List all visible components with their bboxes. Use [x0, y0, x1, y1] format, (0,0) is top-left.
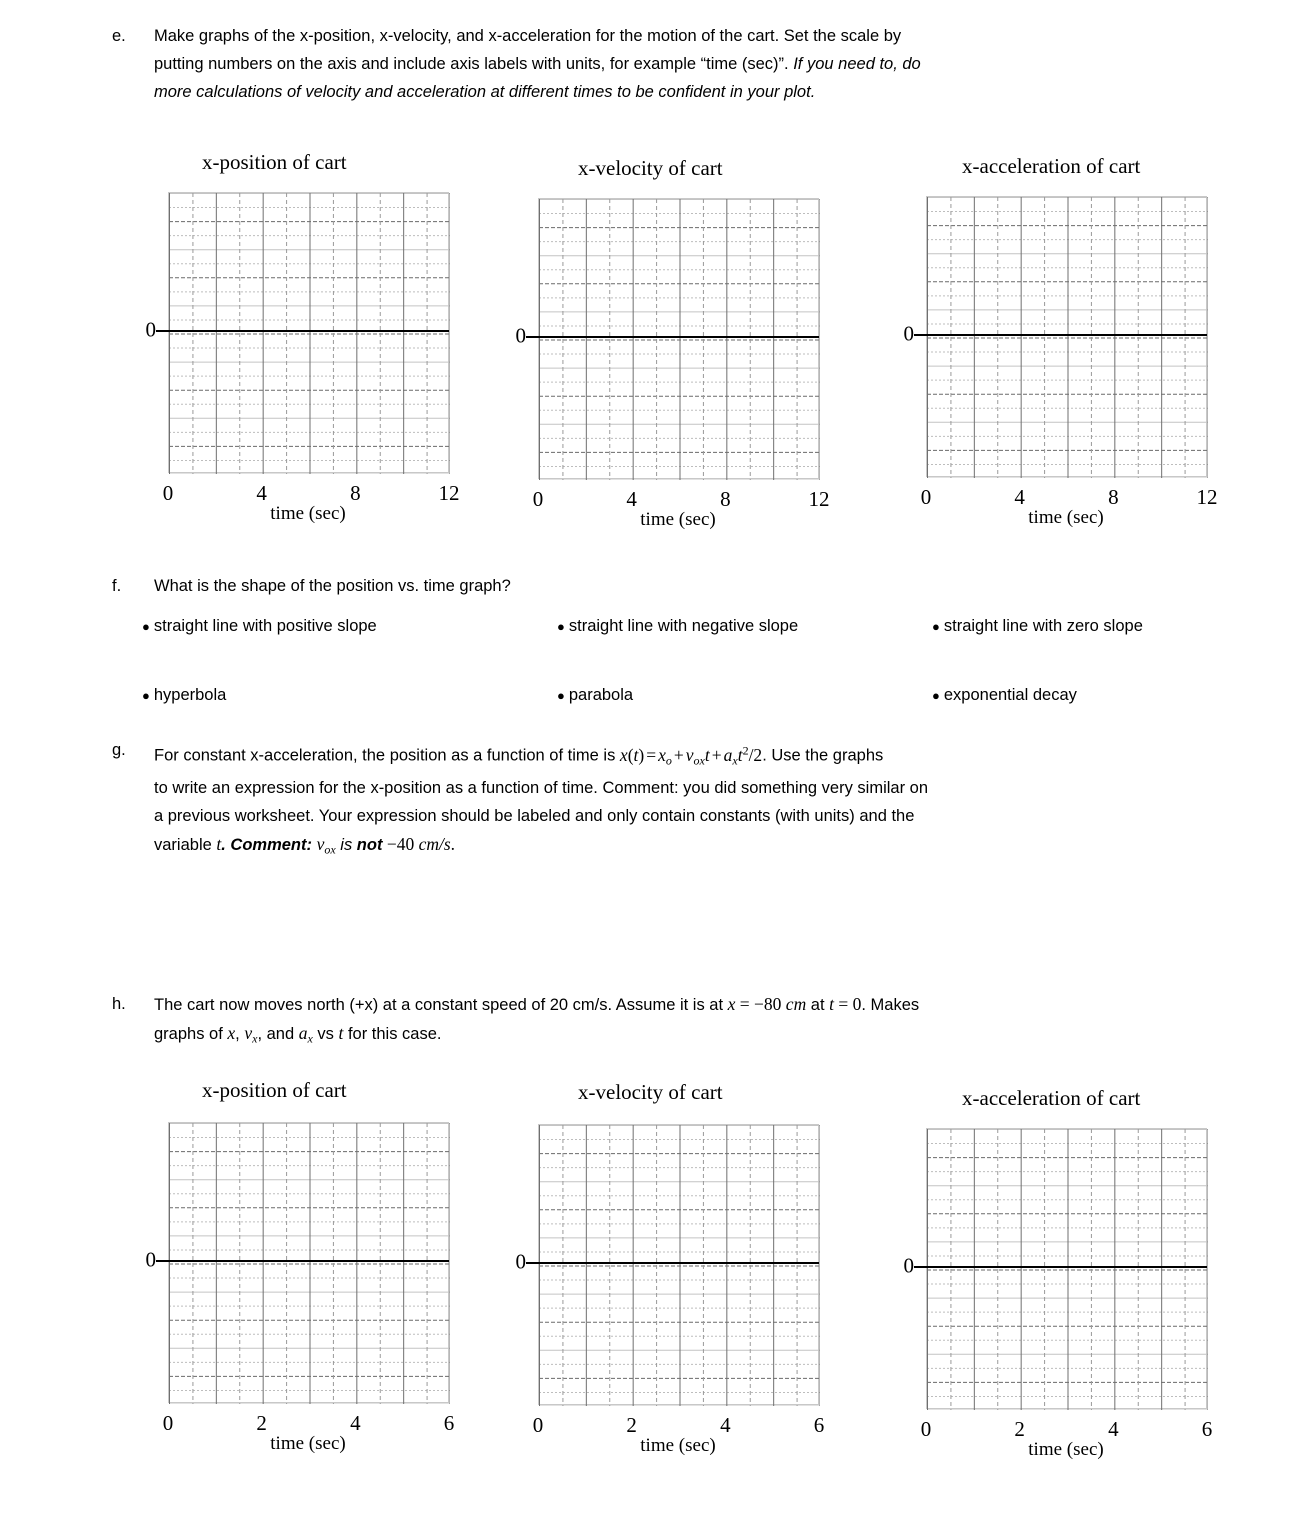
eq-a-exponent: 2 — [742, 743, 749, 757]
choice-row — [142, 681, 1232, 710]
graph-e-acceleration — [900, 150, 1240, 540]
x-axis-label: time (sec) — [270, 503, 346, 524]
question-e-line2-plain: putting numbers on the axis and include axis labels with units, for example “time (sec)”. — [154, 55, 794, 73]
x-tick-label: 4 — [720, 1413, 731, 1437]
x-axis-label: time (sec) — [1028, 1439, 1104, 1460]
x-tick-label: 4 — [350, 1411, 361, 1435]
question-g-units: cm/s — [418, 833, 451, 854]
graph-title: x-acceleration of cart — [962, 154, 1141, 178]
choice-exponential-decay[interactable] — [932, 681, 1232, 710]
choice-label: parabola — [568, 686, 634, 704]
x-tick-label: 6 — [443, 1411, 455, 1435]
choice-straight-negative-slope[interactable] — [557, 612, 932, 641]
x-tick-label: 4 — [1108, 1417, 1119, 1441]
zero-axis-label: 0 — [515, 323, 526, 348]
question-h-line1-post: . Makes — [861, 996, 920, 1014]
question-h-comma-1: , — [235, 1025, 245, 1043]
question-g-comment-label: . Comment: — [221, 835, 317, 854]
question-f-prompt: What is the shape of the position vs. time graph? — [154, 577, 511, 595]
graph-title: x-position of cart — [202, 150, 347, 174]
plot-grid — [926, 196, 1207, 477]
question-h-line2-post: for this case. — [343, 1025, 442, 1043]
x-tick-label: 6 — [813, 1413, 825, 1437]
question-e-text — [154, 22, 1222, 106]
zero-axis-line — [538, 336, 819, 338]
choice-straight-positive-slope[interactable] — [142, 612, 557, 641]
bullet-icon: ● — [142, 619, 150, 634]
choice-label: straight line with zero slope — [943, 617, 1143, 635]
x-axis-label: time (sec) — [640, 1435, 716, 1456]
eq-paren-close: ) — [638, 744, 645, 765]
zero-axis-line — [168, 330, 449, 332]
question-g-not: not — [356, 835, 383, 854]
question-h-line1-pre: The cart now moves north (+x) at a constant speed of 20 cm/s. Assume it is at — [154, 996, 728, 1014]
question-g-line1-post: . Use the graphs — [762, 746, 884, 765]
question-h-letter: h. — [112, 995, 126, 1013]
question-g-is: is — [335, 835, 357, 854]
zero-axis-label: 0 — [145, 317, 156, 342]
eq-a-sub: x — [732, 752, 738, 767]
question-h-equals-2: = 0 — [834, 994, 862, 1014]
choice-straight-zero-slope[interactable] — [932, 612, 1232, 641]
x-tick-label: 0 — [162, 1411, 174, 1435]
graph-e-velocity — [512, 150, 852, 540]
eq-paren-open: ( — [627, 744, 634, 765]
x-tick-label: 6 — [1201, 1417, 1213, 1441]
zero-axis-label: 0 — [903, 321, 914, 346]
x-tick-label: 2 — [256, 1411, 267, 1435]
question-f-letter: f. — [112, 577, 122, 595]
zero-tick — [526, 1262, 540, 1264]
question-g-period: . — [450, 833, 456, 854]
x-tick-label: 12 — [808, 487, 830, 511]
graph-title: x-velocity of cart — [578, 156, 723, 180]
zero-axis-line — [926, 1266, 1207, 1268]
x-axis-label: time (sec) — [270, 1433, 346, 1454]
choice-hyperbola[interactable] — [142, 681, 557, 710]
zero-tick — [156, 330, 170, 332]
question-e — [112, 22, 1222, 106]
eq-a-t: t — [737, 744, 743, 765]
plot-grid — [538, 1124, 819, 1405]
zero-axis-line — [538, 1262, 819, 1264]
choice-label: hyperbola — [153, 686, 227, 704]
eq-divide-2: /2 — [748, 744, 763, 765]
plot-grid — [538, 198, 819, 479]
question-h-g-t: t — [338, 1023, 344, 1043]
eq-v-t: t — [704, 744, 710, 765]
question-g-var-t: t — [216, 833, 222, 854]
question-h-vs: vs — [312, 1025, 339, 1043]
choice-label: straight line with negative slope — [568, 617, 799, 635]
graph-e-position — [142, 150, 482, 540]
x-tick-label: 8 — [1108, 485, 1119, 509]
eq-v: v — [685, 744, 694, 765]
question-h-text — [154, 990, 1222, 1052]
eq-x: x — [619, 744, 628, 765]
zero-axis-label: 0 — [903, 1253, 914, 1278]
graph-title: x-acceleration of cart — [962, 1086, 1141, 1110]
x-axis-label: time (sec) — [1028, 507, 1104, 528]
eq-plus-2: + — [711, 744, 722, 765]
eq-v-sub: ox — [693, 752, 705, 767]
question-h-at: at — [806, 996, 830, 1014]
x-tick-label: 4 — [256, 481, 267, 505]
question-h-g-x: x — [227, 1023, 236, 1043]
graph-title: x-velocity of cart — [578, 1080, 723, 1104]
question-g-line4-pre: variable — [154, 835, 217, 854]
question-g-line3: a previous worksheet. Your expression should be labeled and only contain constants (with units) and the — [154, 806, 915, 825]
bullet-icon: ● — [932, 619, 940, 634]
question-g-var-v-sub: ox — [324, 842, 336, 857]
x-tick-label: 12 — [438, 481, 460, 505]
question-g-letter: g. — [112, 741, 126, 759]
question-e-line2-italic: If you need to, do — [793, 55, 921, 73]
bullet-icon: ● — [142, 688, 150, 703]
eq-t: t — [633, 744, 639, 765]
question-g-line1-pre: For constant x-acceleration, the position as a function of time is — [154, 746, 620, 765]
question-h-x-units: cm — [785, 994, 807, 1014]
graph-title: x-position of cart — [202, 1078, 347, 1102]
zero-tick — [526, 336, 540, 338]
question-e-letter: e. — [112, 27, 126, 45]
zero-tick — [156, 1260, 170, 1262]
plot-grid — [926, 1128, 1207, 1409]
x-tick-label: 2 — [626, 1413, 637, 1437]
question-g-line2: to write an expression for the x-position as a function of time. Comment: you did something very similar on — [154, 778, 929, 797]
zero-tick — [914, 1266, 928, 1268]
zero-axis-line — [926, 334, 1207, 336]
eq-x0-sub: o — [665, 752, 672, 767]
question-g-var-v: v — [316, 833, 325, 854]
x-tick-label: 4 — [626, 487, 637, 511]
question-f — [112, 572, 1222, 600]
question-h-g-a: a — [298, 1023, 308, 1043]
question-f-text — [154, 572, 1222, 600]
question-h — [112, 990, 1222, 1052]
x-axis-label: time (sec) — [640, 509, 716, 530]
x-tick-label: 4 — [1014, 485, 1025, 509]
x-tick-label: 12 — [1196, 485, 1218, 509]
x-tick-label: 0 — [162, 481, 174, 505]
x-tick-label: 0 — [920, 485, 932, 509]
question-g-text — [154, 736, 1222, 863]
question-g-value: −40 — [382, 833, 419, 854]
graph-h-acceleration — [900, 1078, 1240, 1478]
choice-parabola[interactable] — [557, 681, 932, 710]
x-tick-label: 8 — [720, 487, 731, 511]
zero-axis-line — [168, 1260, 449, 1262]
question-g — [112, 736, 1222, 863]
choice-row — [142, 612, 1232, 641]
bullet-icon: ● — [557, 688, 565, 703]
plot-grid — [168, 192, 449, 473]
question-h-var-t: t — [829, 994, 835, 1014]
x-tick-label: 2 — [1014, 1417, 1025, 1441]
question-e-line1: Make graphs of the x-position, x-velocity, and x-acceleration for the motion of the cart. Set the scale by — [154, 27, 902, 45]
question-h-var-x: x — [727, 994, 736, 1014]
eq-x0: x — [658, 744, 666, 765]
choice-label: exponential decay — [943, 686, 1077, 704]
zero-axis-label: 0 — [515, 1249, 526, 1274]
eq-a: a — [723, 744, 733, 765]
question-h-comma-2: , and — [257, 1025, 299, 1043]
question-f-choices-row1 — [142, 612, 1232, 641]
question-f-choices-row2 — [142, 681, 1232, 710]
question-h-g-a-sub: x — [307, 1031, 313, 1046]
x-tick-label: 0 — [532, 487, 544, 511]
question-e-line3: more calculations of velocity and acceleration at different times to be confident in your plot. — [154, 83, 816, 101]
bullet-icon: ● — [557, 619, 565, 634]
bullet-icon: ● — [932, 688, 940, 703]
kinematics-equation — [619, 743, 763, 767]
zero-tick — [914, 334, 928, 336]
choice-label: straight line with positive slope — [153, 617, 377, 635]
x-tick-label: 8 — [350, 481, 361, 505]
x-tick-label: 0 — [532, 1413, 544, 1437]
graph-h-position — [142, 1078, 482, 1478]
question-h-g-v-sub: x — [252, 1031, 258, 1046]
eq-equals: = — [646, 744, 657, 765]
x-tick-label: 0 — [920, 1417, 932, 1441]
eq-plus-1: + — [673, 744, 684, 765]
question-h-x-value: −80 — [754, 994, 786, 1014]
graph-h-velocity — [512, 1078, 852, 1478]
plot-grid — [168, 1122, 449, 1403]
zero-axis-label: 0 — [145, 1247, 156, 1272]
question-h-equals-1: = — [735, 994, 755, 1014]
question-h-line2-pre: graphs of — [154, 1025, 228, 1043]
question-h-g-v: v — [244, 1023, 253, 1043]
